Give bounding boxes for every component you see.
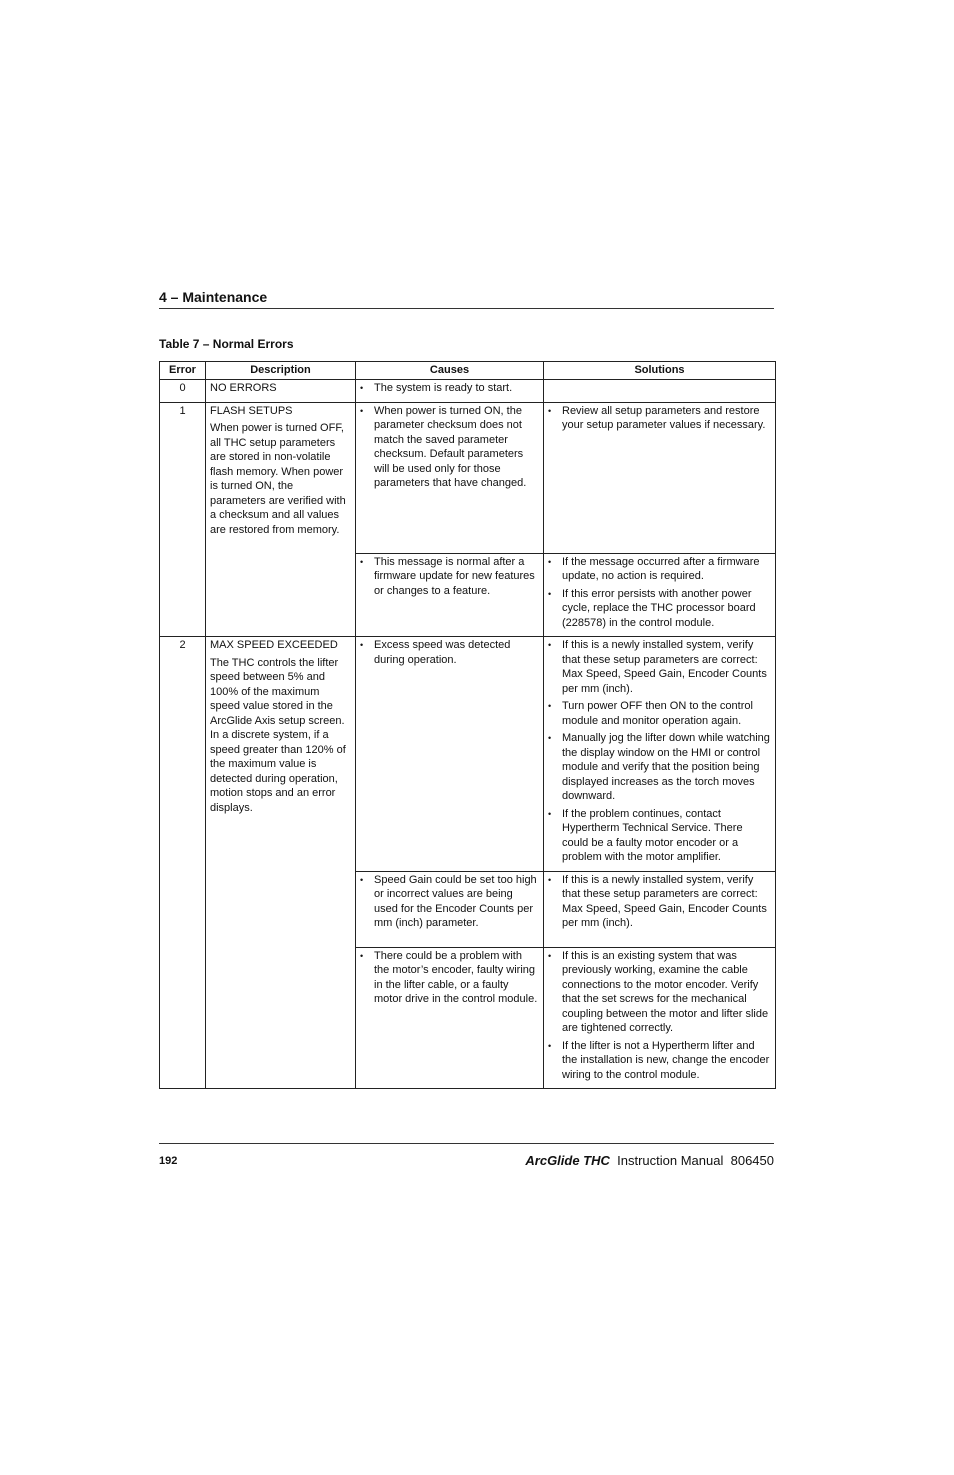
error-number-cell: 1 [160,402,206,637]
section-header: 4 – Maintenance [159,289,774,309]
solution-item: • If the lifter is not a Hypertherm lifter and the installation is new, change the encoder wiring to the control module. [548,1039,771,1083]
cause-list [360,638,539,667]
cause-list [360,555,539,599]
table-body [160,380,776,1089]
cause-item: • This message is normal after a firmware update for new features or changes to a feature. [360,555,539,599]
solution-item: • If this error persists with another power cycle, replace the THC processor board (228578) in the control module. [548,587,771,631]
cause-list [360,381,539,396]
solution-item: • If the problem continues, contact Hypertherm Technical Service. There could be a faulty motor encoder or a problem with the motor amplifier. [548,807,771,865]
table-header-row [160,362,776,380]
causes-cell [356,402,544,553]
error-description: The THC controls the lifter speed between 5% and 100% of the maximum speed value stored in the ArcGlide Axis setup screen. In a discrete system, if a speed greater than 120% of the maximum value is detected during operation, motion stops and an error displays. [210,656,346,814]
solution-item: • Manually jog the lifter down while watching the display window on the HMI or control module and verify that the position being displayed increases as the torch moves downward. [548,731,771,804]
solutions-cell [544,637,776,872]
causes-cell [356,871,544,947]
description-cell [206,380,356,403]
error-code: FLASH SETUPS [210,404,293,417]
solution-item: • If this is an existing system that was previously working, examine the cable connections to the motor encoder. Verify that the set screws for the mechanical coupling between the motor and lifter slide are tightened correctly. [548,949,771,1036]
cause-item: • Excess speed was detected during operation. [360,638,539,667]
solution-list [548,873,771,931]
causes-cell [356,553,544,637]
footer-doc-info [525,1153,774,1168]
description-cell [206,402,356,637]
cause-item: • When power is turned ON, the parameter checksum does not match the saved parameter checksum. Default parameters will be used only for those parameters that have changed. [360,404,539,491]
solutions-cell [544,380,776,403]
table-row [160,380,776,403]
document-type: Instruction Manual [617,1153,724,1168]
footer-rule [159,1143,774,1144]
solution-list [548,555,771,631]
normal-errors-table [159,361,776,1089]
table-row [160,637,776,872]
cause-item: • The system is ready to start. [360,381,539,396]
solutions-cell [544,871,776,947]
error-code: MAX SPEED EXCEEDED [210,639,338,651]
solutions-cell [544,553,776,637]
part-number: 806450 [730,1153,774,1168]
causes-cell [356,380,544,403]
column-header-error: Error [160,362,206,380]
column-header-solutions: Solutions [544,362,776,380]
solution-item: • If the message occurred after a firmware update, no action is required. [548,555,771,584]
table-row [160,402,776,553]
error-number-cell: 2 [160,637,206,1089]
solution-item: • If this is a newly installed system, verify that these setup parameters are correct: Max Speed, Speed Gain, Encoder Counts per mm (inch). [548,873,771,931]
causes-cell [356,637,544,872]
solution-item: • Turn power OFF then ON to the control module and monitor operation again. [548,699,771,728]
cause-list [360,949,539,1007]
cause-list [360,404,539,491]
solution-list [548,638,771,865]
column-header-causes: Causes [356,362,544,380]
cause-item: • Speed Gain could be set too high or incorrect values are being used for the Encoder Counts per mm (inch) parameter. [360,873,539,931]
solutions-cell [544,947,776,1089]
error-number-cell: 0 [160,380,206,403]
solution-list [548,949,771,1083]
solution-item: • Review all setup parameters and restore your setup parameter values if necessary. [548,404,771,433]
table-title: Table 7 – Normal Errors [159,337,294,351]
solution-list [548,404,771,433]
description-cell [206,637,356,1089]
error-code: NO ERRORS [210,382,277,394]
product-name: ArcGlide THC [525,1153,610,1168]
cause-item: • There could be a problem with the motor’s encoder, faulty wiring in the lifter cable, or a faulty motor drive in the control module. [360,949,539,1007]
error-description: When power is turned OFF, all THC setup parameters are stored in non-volatile flash memory. When power is turned ON, the parameters are verified with a checksum and all values are restored from memory. [210,422,346,536]
cause-list [360,873,539,931]
column-header-description: Description [206,362,356,380]
causes-cell [356,947,544,1089]
solution-item: • If this is a newly installed system, verify that these setup parameters are correct: Max Speed, Speed Gain, Encoder Counts per mm (inch). [548,638,771,696]
solutions-cell [544,402,776,553]
page-number: 192 [159,1155,178,1167]
